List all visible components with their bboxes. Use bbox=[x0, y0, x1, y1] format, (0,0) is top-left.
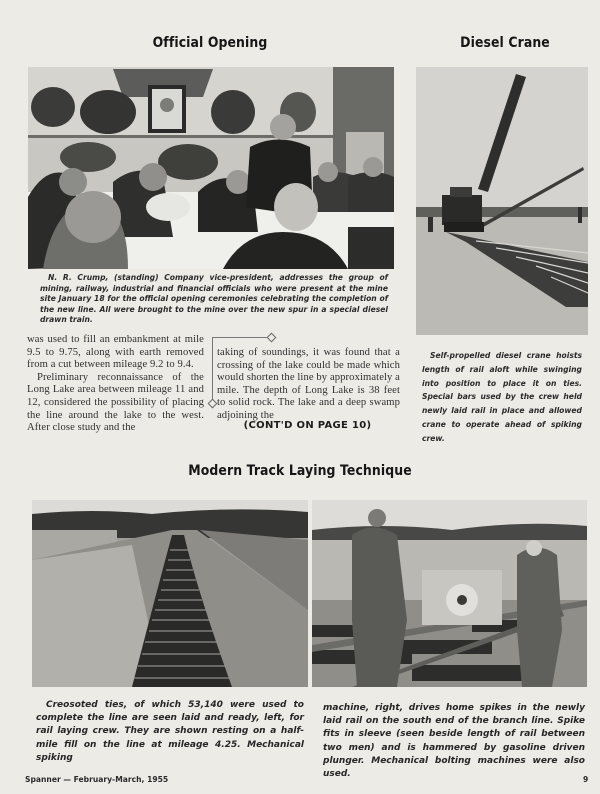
official-opening-caption: N. R. Crump, (standing) Company vice-president, addresses the group of mining, railway, industrial and financial officials who were present at the mine site January 18 for the official opening ceremonies celebrating the completion of the new line. All were brought to the mine over the new spur in a special diesel drawn train. bbox=[40, 273, 388, 325]
article-paragraph-3: taking of soundings, it was found that a crossing of the lake could be made which would shorten the line by approximately a mile. The depth of Long Lake is 38 feet to solid rock. The lake and a deep swamp adjoining the bbox=[217, 347, 400, 421]
diesel-crane-heading: Diesel Crane bbox=[460, 35, 550, 51]
column-rule-horizontal bbox=[212, 337, 270, 338]
official-opening-heading: Official Opening bbox=[152, 35, 268, 51]
spiking-photo-graphic bbox=[312, 500, 587, 687]
spiking-machine-photo bbox=[312, 500, 587, 687]
ornament-diamond-icon bbox=[267, 333, 277, 343]
footer-publication: Spanner — February-March, 1955 bbox=[25, 775, 169, 784]
page-number: 9 bbox=[583, 775, 589, 784]
crane-photo-graphic bbox=[416, 67, 588, 335]
track-laying-heading: Modern Track Laying Technique bbox=[188, 463, 412, 479]
article-paragraph-1: was used to fill an embankment at mile 9.5 to 9.75, along with earth removed from a cut between mileage 9.2 to 9.4. bbox=[27, 334, 204, 371]
continued-notice: (CONT'D ON PAGE 10) bbox=[243, 420, 372, 431]
ornament-diamond-icon bbox=[208, 399, 218, 409]
article-column-1 bbox=[27, 334, 204, 435]
diesel-crane-photo bbox=[416, 67, 588, 335]
diesel-crane-caption: Self-propelled diesel crane hoists length of rail aloft while swinging into position to place it on ties. Special bars used by the crew held newly laid rail in place and allowed crane to operate ahead of spiking crew. bbox=[422, 351, 582, 443]
ties-photo bbox=[32, 500, 308, 687]
ties-photo-graphic bbox=[32, 500, 308, 687]
track-laying-caption-left: Creosoted ties, of which 53,140 were used to complete the line are seen laid and ready, left, for rail laying crew. They are shown resting on a half-mile fill on the line at mileage 4.25. Mechanical spiking bbox=[36, 700, 304, 763]
article-paragraph-2: Preliminary reconnaissance of the Long Lake area between mileage 11 and 12, considered the possibility of placing the line around the lake to the west. After close study and the bbox=[27, 371, 204, 434]
official-opening-photo bbox=[28, 67, 394, 269]
banquet-photo-graphic bbox=[28, 67, 394, 269]
column-rule-vertical bbox=[212, 337, 213, 403]
track-laying-caption-right: machine, right, drives home spikes in the newly laid rail on the south end of the branch line. Spike fits in sleeve (seen beside length of rail between two men) and is hammered by gasoline driven plunger. Mechanical bolting machines were also used. bbox=[323, 703, 585, 780]
article-column-2 bbox=[217, 347, 400, 423]
